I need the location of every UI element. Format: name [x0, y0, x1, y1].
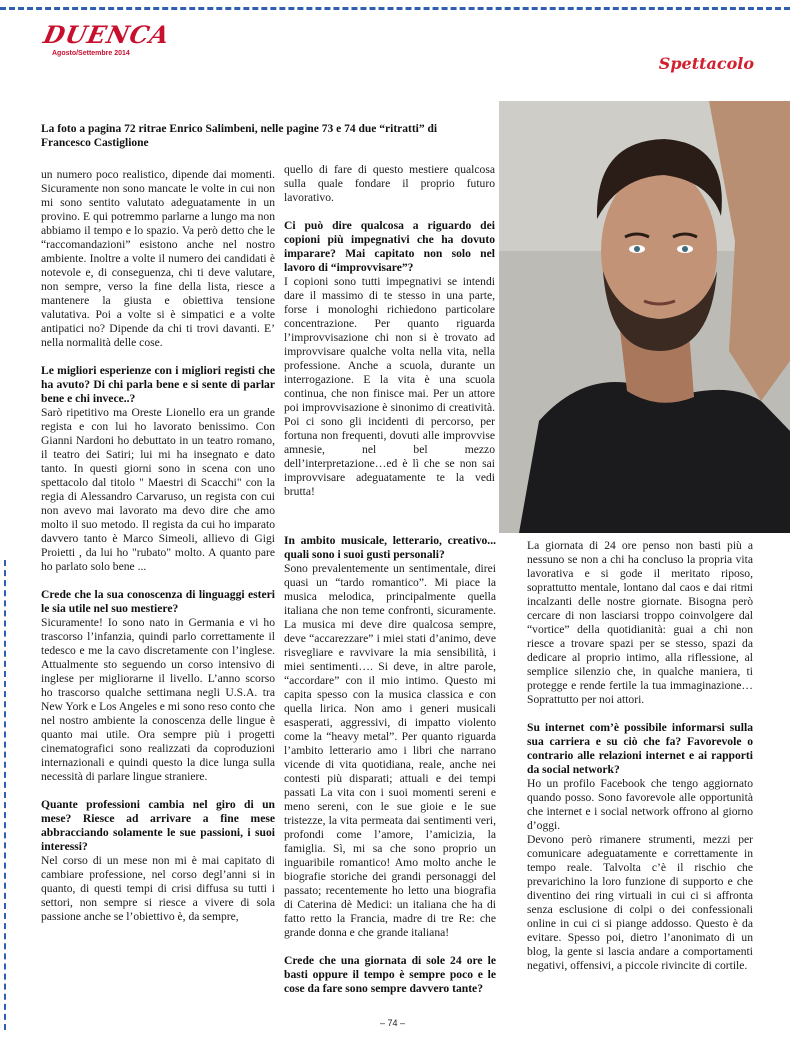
question-heading: Crede che una giornata di sole 24 ore le basti oppure il tempo è sempre poco e le cose da fare sono sempre davvero tante?: [284, 954, 496, 995]
column-2-lower: [284, 534, 496, 996]
column-3: [527, 539, 753, 973]
column-2: [284, 163, 495, 499]
question-heading: Ci può dire qualcosa a riguardo dei copioni più impegnativi che ha dovuto imparare? Mai capitato non solo nel lavoro di “improvvisare”?: [284, 219, 495, 274]
question-heading: In ambito musicale, letterario, creativo... quali sono i suoi gusti personali?: [284, 534, 496, 561]
paragraph: La giornata di 24 ore penso non basti più a nessuno se non a chi ha concluso la propria vita lavorativa e si gode il meritato riposo, soprattutto mentale, lontano dal caos e dai ritmi incalzanti delle nostre giornate. Bisogna però cercare di non lasciarsi troppo coinvolgere dal “vortice” della quotidianità: guai a chi non riesce a trovare spazi per se stesso, spazi da dedicare al proprio intimo, alla riflessione, al semplice silenzio che, in qualche maniera, ti protegge e rende fertile la tua immaginazione… Soprattutto per noi attori.: [527, 539, 753, 706]
paragraph: Ho un profilo Facebook che tengo aggiornato quando posso. Sono favorevole alle opportunità che internet e i social network offrono al giorno d’oggi.: [527, 777, 753, 832]
paragraph: I copioni sono tutti impegnativi se intendi dare il massimo di te stesso in una parte, forse i monologhi richiedono particolare concentrazione. Per quanto riguarda l’improvvisazione chi non si è trovato ad improvvisare qualche volta nella vita, nella professione. Anche a scuola, durante un interrogazione. E la vita è una scuola continua, che non finisce mai. Per un attore poi improvvisazione è sinonimo di creatività. Poi ci sono gli incidenti di percorso, per fortuna non frequenti, dovuti alle improvvise amnesie, nel bel mezzo dell’interpretazione…ed è lì che se non sai improvvisare adeguatamente te la vedi brutta!: [284, 275, 495, 498]
portrait-illustration: [499, 101, 790, 533]
column-1: [41, 168, 275, 924]
paragraph: un numero poco realistico, dipende dai momenti. Sicuramente non sono mancate le volte in cui non mi sono sentito valutato adeguatamente in un provino. E qui potremmo parlarne a lungo ma non abbiamo il tempo e lo spazio. Va però detto che le “raccomandazioni” esistono anche nel nostro ambiente. Inoltre a volte il numero dei candidati è notevole e, di conseguenza, chi ti deve valutare, non sempre, verso la fine della lista, riesce a mantenere la giusta e obiettiva tensione valutativa. Poi a volte si è simpatici e a volte antipatici no? Dipende da chi ti trovi davanti. E’ nella normalità delle cose.: [41, 168, 275, 349]
paragraph: Sicuramente! Io sono nato in Germania e vi ho trascorso l’infanzia, quindi parlo correttamente il tedesco e me la cavo discretamente con l’inglese. Attualmente sto seguendo un corso intensivo di inglese per migliorarne il livello. L’anno scorso ho trascorso qualche settimana negli U.S.A. tra New York e Los Angeles e mi sono reso conto che nel nostro ambiente la conoscenza delle lingue è quanto mai utile. Ora sempre più i progetti cinematografici sono realizzati da coproduzioni internazionali e quindi questo la dice lunga sulla necessità di parlare lingue straniere.: [41, 616, 275, 783]
top-dashed-border: [0, 7, 790, 10]
section-title: Spettacolo: [658, 54, 754, 73]
question-heading: Crede che la sua conoscenza di linguaggi esteri le sia utile nel suo mestiere?: [41, 588, 275, 615]
paragraph: quello di fare di questo mestiere qualcosa sulla quale fondare il proprio futuro lavorativo.: [284, 163, 495, 204]
paragraph: Sarò ripetitivo ma Oreste Lionello era un grande regista e con lui ho lavorato benissimo. Con Gianni Nardoni ho debuttato in un teatro romano, il teatro dei Satiri; lui mi ha insegnato e dato tanto. In questi giorni sono in scena con uno spettacolo dal titolo " Maestri di Scacchi" con la regia di Alessandro Carvaruso, un regista con cui non avevo mai lavorato ma devo dire che amo molto il suo metodo. Il regista da cui ho imparato davvero tanto è Marco Simeoli, allievo di Gigi Proietti , da lui ho "rubato" molto. A quanto pare ho parlato solo bene ...: [41, 406, 275, 573]
photo-caption: La foto a pagina 72 ritrae Enrico Salimbeni, nelle pagine 73 e 74 due “ritratti” di Francesco Castiglione: [41, 123, 438, 149]
question-heading: Quante professioni cambia nel giro di un mese? Riesce ad arrivare a fine mese abbracciando solamente le sue passioni, i suoi interessi?: [41, 798, 275, 853]
paragraph: Devono però rimanere strumenti, mezzi per comunicare adeguatamente e correttamente in tempo reale. Talvolta c’è il rischio che prevarichino la loro funzione di supporto e che diventino dei ring virtuali in cui ci si affronta senza esclusione di colpi o dei confessionali online in cui ci si piange addosso. Questo è da evitare. Spesso poi, dietro l’anonimato di un blog, la gente si lascia andare a comportamenti negativi, offensivi, a piccole rivincite di cortile.: [527, 833, 753, 972]
left-dashed-border: [4, 560, 6, 1030]
paragraph: Sono prevalentemente un sentimentale, direi quasi un “tardo romantico”. Mi piace la musica melodica, principalmente quella italiana che non teme confronti, sicuramente. La musica mi deve dire qualcosa sempre, deve “accarezzare” i miei stati d’animo, deve risvegliare e ravvivare la mia sensibilità, i miei sentimenti…. Si deve, in altre parole, “accordare” con il mio intimo. Questo mi capita spesso con la musica classica e con quella lirica. Non amo i generi musicali esasperati, aggressivi, di impatto violento come la “heavy metal”. Per quanto riguarda l’ambito letterario amo i libri che narrano vicende di vita quotidiana, reale, anche nei contesti più disparati; attuali e dei tempi passati La vita con i suoi momenti sereni e meno sereni, con le sue gioie e le sue tristezze, la vita permeata dai sentimenti veri, profondi come l’amore, l’amicizia, la famiglia. Sì, mi sa che sono proprio un inguaribile romantico! Amo molto anche le biografie storiche dei grandi personaggi del passato; recentemente ho letto una biografia di Caterina dè Medici: un italiana che ha di fatto retto la Francia, madre di tre Re: che grande donna e che grande italiana!: [284, 562, 496, 939]
question-heading: Su internet com’è possibile informarsi sulla sua carriera e su ciò che fa? Favorevole o contrario alle relazioni internet e ai rapporti da social network?: [527, 721, 753, 776]
magazine-logo: DUENCA: [40, 20, 173, 49]
paragraph: Nel corso di un mese non mi è mai capitato di cambiare professione, nel corso degl’anni si in quanto, di questi tempi di crisi diffusa su tutti i settori, non sempre si riesce a vivere di sola passione anche se l’obiettivo è, da sempre,: [41, 854, 275, 923]
question-heading: Le migliori esperienze con i migliori registi che ha avuto? Di chi parla bene e si sente di parlar bene e chi invece..?: [41, 364, 275, 405]
portrait-photo: [499, 101, 790, 533]
issue-date: Agosto/Settembre 2014: [52, 50, 130, 57]
page-number: – 74 –: [380, 1018, 406, 1028]
